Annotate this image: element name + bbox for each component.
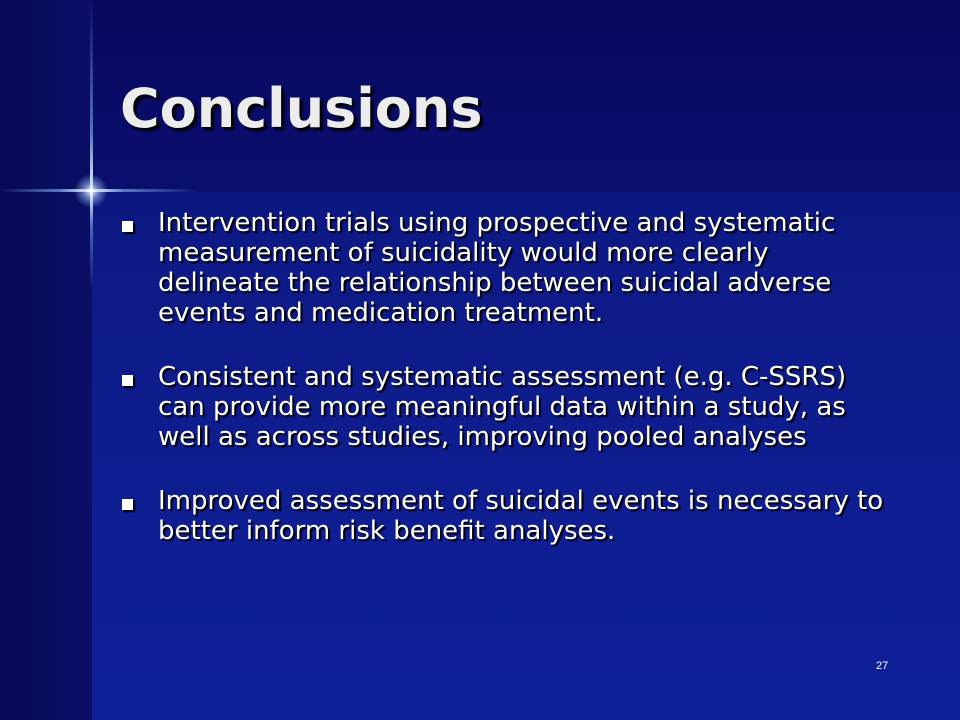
- bullet-text: Intervention trials using prospective and systematic measurement of suicidality would more clearly delineate the relationship between suicidal adverse events and medication treatment.: [158, 208, 836, 328]
- square-bullet-icon: [122, 499, 133, 510]
- bullet-text: Consistent and systematic assessment (e.g. C-SSRS) can provide more meaningful data within a study, as well as across studies, improving pooled analyses: [158, 362, 847, 452]
- sparkle-vertical-line: [90, 0, 93, 290]
- bullet-item: [118, 486, 898, 546]
- square-bullet-icon: [122, 221, 133, 232]
- left-decorative-band: [0, 0, 92, 720]
- square-bullet-icon: [122, 375, 133, 386]
- bullet-text: Improved assessment of suicidal events is necessary to better inform risk benefit analyses.: [158, 486, 884, 546]
- sparkle-star-icon: [74, 174, 108, 208]
- bullet-list: [118, 208, 898, 580]
- bullet-item: [118, 362, 898, 452]
- slide-title: Conclusions: [120, 77, 483, 140]
- page-number: 27: [876, 660, 889, 672]
- bullet-item: [118, 208, 898, 328]
